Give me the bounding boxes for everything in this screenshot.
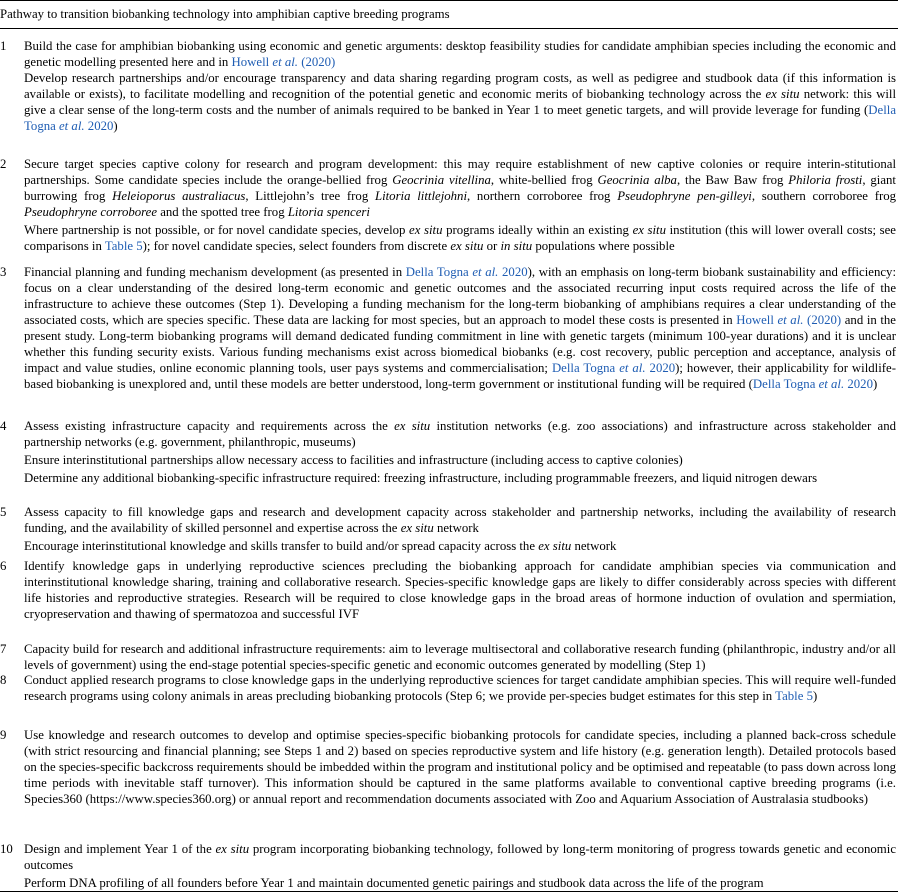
paragraph-text: ), with an emphasis on long-term biobank sustainability and efficiency: focus on a clear understanding of the desired long-term economic and genetic outcomes and the associated recurring input costs required across the life of the infrastructure to achieve these outcomes (Step 1). Developing a funding mechanism for the long-term biobanking of amphibians requires a clear understanding of the associated costs, which are species specific. These data are lacking for most species, but an approach to model these costs is presented in (24, 265, 897, 327)
italic-term: Pseudophryne corroboree (24, 205, 158, 219)
paragraph-text: and in the present study. Long-term biobanking programs will demand dedicated funding commitment in line with genetic targets (minimum 100-year durations) and it is unclear whether this funding security exists. Various funding mechanisms exist across biomedical biobanks (e.g. cost recovery, public perception and acceptance, analysis of impact and value studies, online economic planning tools, user pays systems and commercialisation; (24, 313, 896, 375)
paragraph-text: institution networks (e.g. zoo associations) and infrastructure across stakeholder and partnership networks (e.g. government, philanthropic, museums) (24, 419, 896, 449)
step-paragraph (24, 641, 896, 673)
paragraph-text: program incorporating biobanking technology, followed by long-term monitoring of progress towards genetic and economic outcomes (24, 842, 896, 872)
paragraph-text: , Littlejohn’s tree frog (245, 189, 375, 203)
step-number: 10 (0, 842, 13, 856)
step-number: 5 (0, 505, 7, 519)
paragraph-text: ) (872, 377, 878, 391)
step-paragraph (24, 875, 896, 891)
step-paragraph (24, 452, 896, 468)
paragraph-text: Perform DNA profiling of all founders before Year 1 and maintain documented genetic pairings and studbook data across the life of the program (24, 876, 764, 890)
paragraph-text: network: this will give a clear sense of the long-term costs and the number of animals required to be banked in Year 1 to meet genetic targets, and will provide leverage for funding ( (24, 87, 896, 117)
bottom-rule (0, 891, 898, 892)
step-description (24, 727, 896, 807)
step-paragraph (24, 672, 896, 704)
citation-link[interactable]: Della Togna et al. 2020 (405, 265, 528, 279)
paragraph-text: Develop research partnerships and/or encourage transparency and data sharing regarding program costs, as well as pedigree and studbook data (if this information is available or exists), to facilitate modelling and recognition of the potential genetic and economic merits of biobanking technology across the (24, 71, 896, 101)
step-paragraph (24, 264, 896, 392)
step-description (24, 264, 896, 392)
paragraph-text: Capacity build for research and additional infrastructure requirements: aim to leverage multisectoral and collaborative research funding (philanthropic, industry and/or all levels of government) using the end-stage potential species-specific genetic and economic outcomes generated by modelling (Step 1) (24, 642, 896, 672)
paragraph-text: Assess capacity to fill knowledge gaps and research and development capacity across stakeholder and partnership networks, including the availability of research funding, and the availability of skilled personnel and expertise across the (24, 505, 896, 535)
italic-term: Litoria spenceri (287, 205, 370, 219)
paragraph-text: programs ideally within an existing (442, 223, 633, 237)
paragraph-text: network (433, 521, 479, 535)
italic-term: Heleioporus australiacus (112, 189, 246, 203)
italic-term: ex situ (394, 419, 431, 433)
italic-term: Pseudophryne pen-gilleyi (617, 189, 752, 203)
header-rule (0, 28, 898, 29)
italic-term: ex situ (450, 239, 484, 253)
paragraph-text: , southern corroboree frog (751, 189, 897, 203)
step-number: 1 (0, 39, 7, 53)
italic-term: Geocrinia alba (597, 173, 677, 187)
paragraph-text: ); however, their applicability for wildlife-based biobanking is unexplored and, until these models are better understood, long-term government or institutional funding will be required ( (24, 361, 896, 391)
citation-link[interactable]: Howell et al. (2020) (231, 55, 336, 69)
citation-link[interactable]: Table 5 (775, 689, 813, 703)
paragraph-text: , giant burrowing frog (24, 173, 896, 203)
italic-term: ex situ (409, 223, 443, 237)
step-number: 4 (0, 419, 7, 433)
paragraph-text: ); for novel candidate species, select founders from discrete (142, 239, 451, 253)
paragraph-text: institution (this will lower overall costs; see comparisons in (24, 223, 896, 253)
paragraph-text: , northern corroboree frog (467, 189, 618, 203)
step-description (24, 841, 896, 891)
italic-term: ex situ (538, 539, 572, 553)
step-description (24, 156, 896, 254)
citation-link[interactable]: Table 5 (104, 239, 143, 253)
citation-link[interactable]: Della Togna et al. 2020 (24, 103, 896, 133)
et-al-text: et al. (472, 265, 499, 279)
step-description (24, 641, 896, 673)
step-description (24, 672, 896, 704)
paragraph-text: ) (812, 689, 818, 703)
paragraph-text: Assess existing infrastructure capacity and requirements across the (24, 419, 395, 433)
paragraph-text: network (571, 539, 617, 553)
et-al-text: et al. (272, 55, 298, 69)
paragraph-text: Secure target species captive colony for research and program development: this may require establishment of new captive colonies or require interin-stitutional partnerships. Some candidate species include the orange-bellied frog (24, 157, 896, 187)
step-description (24, 558, 896, 622)
paragraph-text: Ensure interinstitutional partnerships allow necessary access to facilities and infrastructure (including access to captive colonies) (24, 453, 683, 467)
paragraph-text: Design and implement Year 1 of the (24, 842, 216, 856)
citation-link[interactable]: Della Togna et al. 2020 (752, 377, 873, 391)
paragraph-text: Conduct applied research programs to close knowledge gaps in the underlying reproductive sciences for target candidate amphibian species. This will require well-funded research programs using colony animals in areas precluding biobanking protocols (Step 6; we provide per-species budget estimates for this step in (24, 673, 896, 703)
step-paragraph (24, 504, 896, 536)
italic-term: Philoria frosti (788, 173, 863, 187)
step-paragraph (24, 38, 896, 70)
step-number: 2 (0, 157, 7, 171)
italic-term: ex situ (215, 842, 250, 856)
paragraph-text: ) (113, 119, 118, 133)
step-paragraph (24, 470, 896, 486)
step-paragraph (24, 418, 896, 450)
step-description (24, 38, 896, 134)
paragraph-text: or (483, 239, 501, 253)
step-number: 3 (0, 265, 7, 279)
citation-link[interactable]: Della Togna et al. 2020 (551, 361, 676, 375)
step-paragraph (24, 558, 896, 622)
paragraph-text: and the spotted tree frog (157, 205, 288, 219)
et-al-text: et al. (619, 361, 646, 375)
top-rule (0, 0, 898, 1)
step-number: 8 (0, 673, 7, 687)
step-paragraph (24, 156, 896, 220)
step-description (24, 418, 896, 486)
italic-term: in situ (500, 239, 533, 253)
step-number: 6 (0, 559, 7, 573)
paragraph-text: Identify knowledge gaps in underlying reproductive sciences precluding the biobanking approach for candidate amphibian species via communication and interinstitutional knowledge sharing, training and collaborative research. Species-specific knowledge gaps are likely to differ considerably across species with different life histories and reproductive strategies. Research will be required to close knowledge gaps in the broad areas of hormone induction of ovulation and spermiation, cryopreservation and thawing of spermatozoa and successful IVF (24, 559, 896, 621)
step-number: 7 (0, 642, 7, 656)
et-al-text: et al. (818, 377, 845, 391)
step-paragraph (24, 70, 896, 134)
step-description (24, 504, 896, 554)
paragraph-text: , the Baw Baw frog (676, 173, 789, 187)
italic-term: ex situ (632, 223, 667, 237)
step-paragraph (24, 222, 896, 254)
paragraph-text: Determine any additional biobanking-specific infrastructure required: freezing infrastructure, including programmable freezers, and liquid nitrogen dewars (24, 471, 818, 485)
paragraph-text: , white-bellied frog (490, 173, 598, 187)
italic-term: ex situ (400, 521, 434, 535)
italic-term: ex situ (765, 87, 800, 101)
et-al-text: et al. (777, 313, 804, 327)
step-paragraph (24, 538, 896, 554)
step-paragraph (24, 727, 896, 807)
italic-term: Litoria littlejohni (374, 189, 467, 203)
paragraph-text: Build the case for amphibian biobanking using economic and genetic arguments: desktop feasibility studies for candidate amphibian species including the economic and genetic modelling presented here and in (24, 39, 896, 69)
paragraph-text: Financial planning and funding mechanism development (as presented in (24, 265, 406, 279)
step-number: 9 (0, 728, 7, 742)
paragraph-text: Encourage interinstitutional knowledge and skills transfer to build and/or spread capacity across the (24, 539, 539, 553)
step-paragraph (24, 841, 896, 873)
citation-link[interactable]: Howell et al. (2020) (736, 313, 842, 327)
paragraph-text: Use knowledge and research outcomes to develop and optimise species-specific biobanking protocols for candidate species, including a planned back-cross schedule (with strict resourcing and financial planning; see Steps 1 and 2) based on species reproductive system and life history (e.g. generation length). Detailed protocols based on the species-specific backcross requirements should be imbedded within the program and institutional policy and be optimised and repeatable (to pass down across long time periods with inevitable staff turnover). This information should be captured in the same platforms available to conventional captive breeding programs (i.e. Species360 (https://www.species360.org) or annual report and recommendation documents associated with Zoo and Aquarium Association of Australasia studbooks) (24, 728, 896, 806)
et-al-text: et al. (59, 119, 85, 133)
table-title: Pathway to transition biobanking technology into amphibian captive breeding programs (0, 7, 450, 21)
italic-term: Geocrinia vitellina (392, 173, 491, 187)
paragraph-text: populations where possible (532, 239, 675, 253)
paragraph-text: Where partnership is not possible, or for novel candidate species, develop (24, 223, 410, 237)
